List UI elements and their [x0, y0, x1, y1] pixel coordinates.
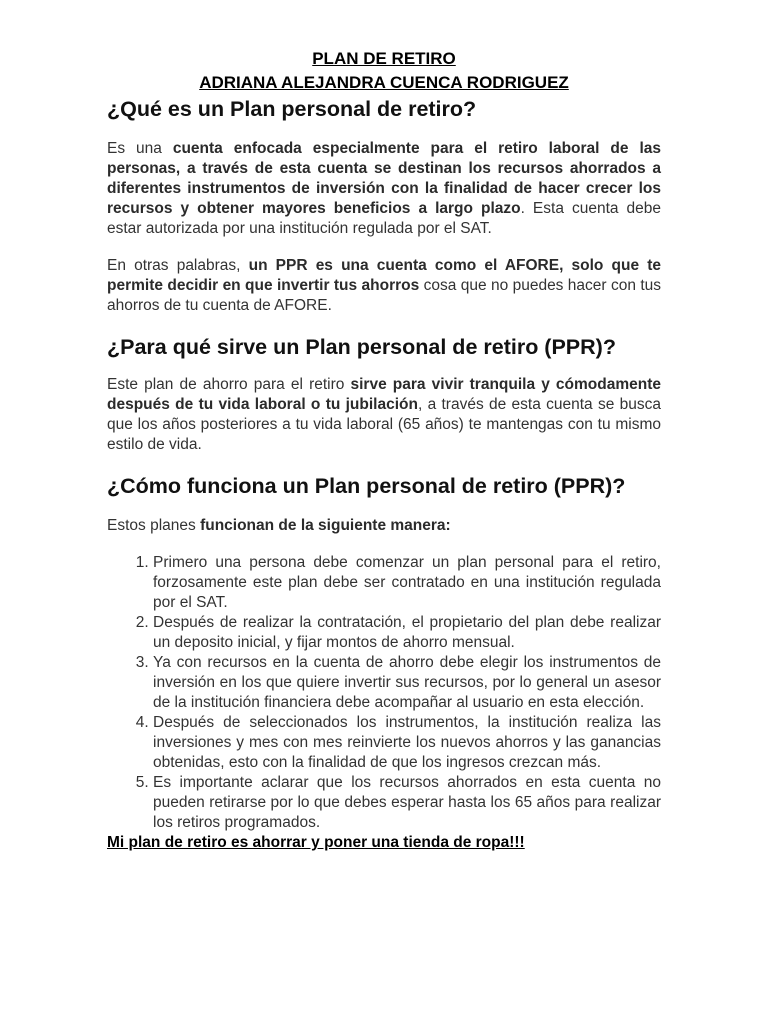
document-header [107, 47, 661, 95]
list-item: 3. Ya con recursos en la cuenta de ahorro debe elegir los instrumentos de inversión en los que quiere invertir sus recursos, por lo general un asesor de la institución financiera debe acompañar al usuario en esta elección. [153, 653, 661, 713]
document-author: ADRIANA ALEJANDRA CUENCA RODRIGUEZ [199, 73, 569, 92]
paragraph-purpose [107, 375, 661, 455]
document-title: PLAN DE RETIRO [312, 49, 456, 68]
list-item: 4. Después de seleccionados los instrumentos, la institución realiza las inversiones y mes con mes reinvierte los nuevos ahorros y las ganancias obtenidas, esto con la finalidad de que los ingresos crezcan más. [153, 713, 661, 773]
paragraph-definition [107, 139, 661, 239]
text-run: Es una [107, 140, 173, 157]
text-run: cosa que no puedes hacer con tus ahorros de tu cuenta de AFORE. [107, 277, 662, 314]
section-heading-como-funciona: ¿Cómo funciona un Plan personal de retiro (PPR)? [107, 474, 626, 498]
bold-run: cuenta enfocada especialmente para el retiro laboral de las personas, a través de esta cuenta se destinan los recursos ahorrados a diferentes instrumentos de inversión con la finalidad de hacer crecer los recursos y obtener mayores beneficios a largo plazo [107, 140, 661, 217]
section-heading-que-es: ¿Qué es un Plan personal de retiro? [107, 97, 477, 121]
text-run: Estos planes [107, 517, 201, 534]
list-item: 5. Es importante aclarar que los recursos ahorrados en esta cuenta no pueden retirarse por lo que debes esperar hasta los 65 años para realizar los retiros programados. [153, 773, 661, 833]
list-item: 1. Primero una persona debe comenzar un plan personal para el retiro, forzosamente este plan debe ser contratado en una institución regulada por el SAT. [153, 553, 661, 613]
bold-run: un PPR es una cuenta como el AFORE, solo que te permite decidir en que invertir tus ahorros [107, 257, 662, 294]
paragraph-other-words [107, 256, 661, 316]
document-page [107, 47, 661, 853]
bold-run: sirve para vivir tranquila y cómodamente después de tu vida laboral o tu jubilación [107, 376, 661, 413]
text-run: . Esta cuenta debe estar autorizada por una institución regulada por el SAT. [107, 200, 661, 237]
text-run: Este plan de ahorro para el retiro [107, 376, 351, 393]
closing-statement: Mi plan de retiro es ahorrar y poner una tienda de ropa!!! [107, 834, 525, 851]
text-run: En otras palabras, [107, 257, 249, 274]
text-run: , a través de esta cuenta se busca que los años posteriores a tu vida laboral (65 años) te mantengas con tu mismo estilo de vida. [107, 396, 661, 453]
section-heading-para-que-sirve: ¿Para qué sirve un Plan personal de retiro (PPR)? [107, 335, 616, 359]
bold-run: funcionan de la siguiente manera: [200, 517, 451, 534]
list-item: 2. Después de realizar la contratación, el propietario del plan debe realizar un deposito inicial, y fijar montos de ahorro mensual. [153, 613, 661, 653]
paragraph-intro-steps [107, 516, 661, 536]
steps-list [107, 553, 661, 833]
